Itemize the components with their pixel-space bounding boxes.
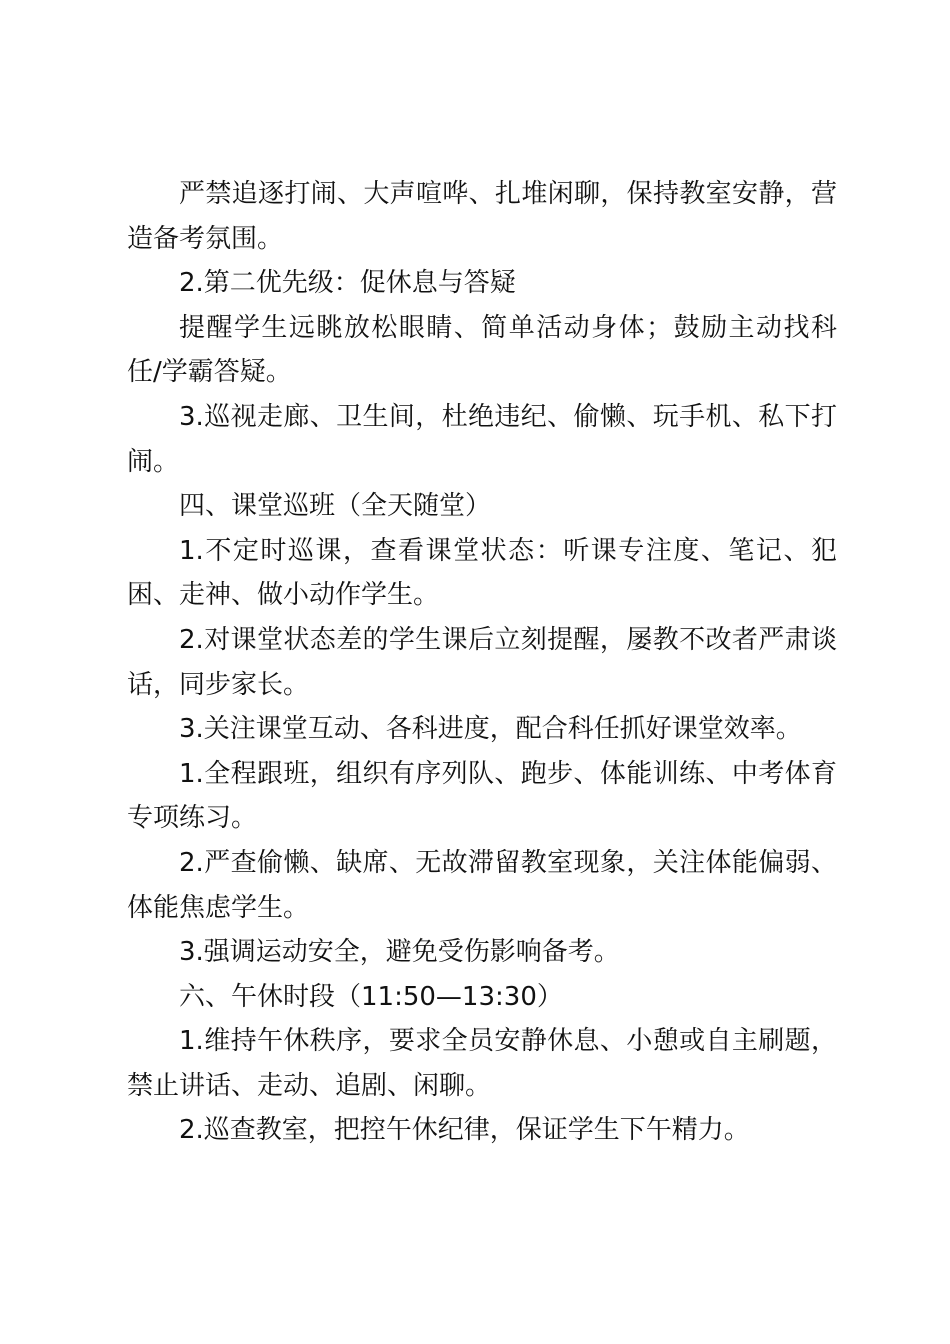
paragraph-sport-safety: 3.强调运动安全，避免受伤影响备考。 <box>179 937 620 968</box>
section-heading-classroom-patrol: 四、课堂巡班（全天随堂） <box>179 491 492 522</box>
paragraph-pe-absence-check: 2.严查偷懒、缺席、无故滞留教室现象，关注体能偏弱、体能焦虑学生。 <box>127 847 837 923</box>
paragraph-second-priority: 2.第二优先级：促休息与答疑 <box>179 268 516 299</box>
paragraph-class-interaction: 3.关注课堂互动、各科进度，配合科任抓好课堂效率。 <box>179 714 802 745</box>
document-body <box>127 172 837 1153</box>
section-heading-noon-break: 六、午休时段（11:50—13:30） <box>179 981 563 1012</box>
paragraph-random-inspection: 1.不定时巡课，查看课堂状态：听课专注度、笔记、犯困、走神、做小动作学生。 <box>127 535 837 611</box>
paragraph-noon-order: 1.维持午休秩序，要求全员安静休息、小憩或自主刷题，禁止讲话、走动、追剧、闲聊。 <box>127 1026 837 1101</box>
paragraph-patrol-corridor: 3.巡视走廊、卫生间，杜绝违纪、偷懒、玩手机、私下打闹。 <box>127 401 837 477</box>
paragraph-rest-and-questions: 提醒学生远眺放松眼睛、简单活动身体；鼓励主动找科任/学霸答疑。 <box>127 312 837 388</box>
paragraph-after-class-reminder: 2.对课堂状态差的学生课后立刻提醒，屡教不改者严肃谈话，同步家长。 <box>127 624 837 700</box>
paragraph-noon-inspection: 2.巡查教室，把控午休纪律，保证学生下午精力。 <box>179 1115 750 1146</box>
paragraph-pe-follow: 1.全程跟班，组织有序列队、跑步、体能训练、中考体育专项练习。 <box>127 758 837 834</box>
paragraph-discipline: 严禁追逐打闹、大声喧哗、扎堆闲聊，保持教室安静，营造备考氛围。 <box>127 179 837 254</box>
